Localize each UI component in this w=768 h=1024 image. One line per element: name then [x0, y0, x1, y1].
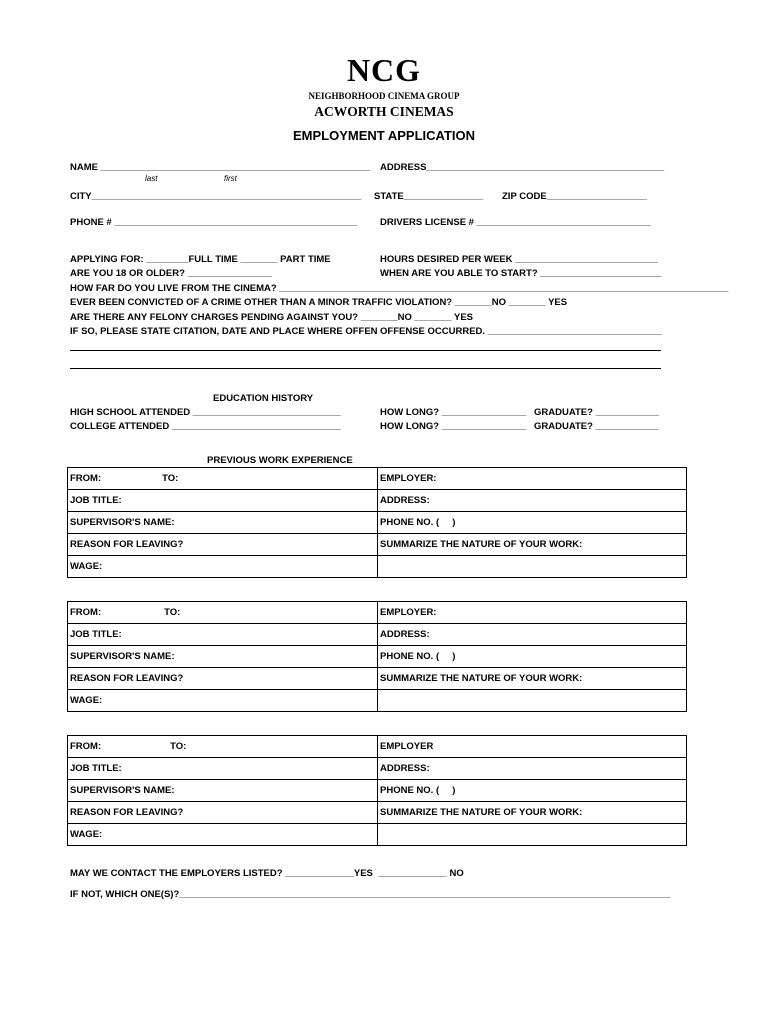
from-label: FROM:	[70, 607, 102, 618]
college-how-long-field[interactable]: HOW LONG? ________________	[380, 421, 527, 432]
from-label: FROM:	[70, 741, 102, 752]
contact-employers-field[interactable]: MAY WE CONTACT THE EMPLOYERS LISTED? _____________YES _____________ NO	[70, 868, 464, 879]
employer-cell[interactable]: EMPLOYER	[378, 736, 687, 758]
high-school-field[interactable]: HIGH SCHOOL ATTENDED ____________________________	[70, 407, 341, 418]
to-label: TO:	[162, 473, 179, 484]
citation-field[interactable]: OFFENSE OCCURRED. _________________________________	[380, 326, 663, 337]
job-title-cell[interactable]: JOB TITLE:	[68, 490, 378, 512]
work-table-2	[67, 601, 687, 712]
from-to-cell[interactable]	[68, 602, 378, 624]
company-logo: NCG	[346, 52, 422, 88]
from-to-cell[interactable]	[68, 736, 378, 758]
summarize-cell[interactable]: SUMMARIZE THE NATURE OF YOUR WORK:	[378, 802, 687, 824]
distance-field[interactable]: HOW FAR DO YOU LIVE FROM THE CINEMA? _____________________________________________________________________________________	[70, 283, 729, 294]
cinema-name: ACWORTH CINEMAS	[314, 104, 454, 119]
address-cell[interactable]: ADDRESS:	[378, 490, 687, 512]
name-first-hint: first	[224, 174, 237, 183]
hours-desired-field[interactable]: HOURS DESIRED PER WEEK ___________________________	[380, 254, 658, 265]
employer-cell[interactable]: EMPLOYER:	[378, 602, 687, 624]
reason-cell[interactable]: REASON FOR LEAVING?	[68, 802, 378, 824]
college-graduate-field[interactable]: GRADUATE? ____________	[534, 421, 659, 432]
hs-how-long-field[interactable]: HOW LONG? ________________	[380, 407, 527, 418]
which-employers-field[interactable]: IF NOT, WHICH ONE(S)?_____________________________________________________________________________________________	[70, 889, 671, 900]
from-label: FROM:	[70, 473, 102, 484]
city-field[interactable]: CITY___________________________________________________	[70, 191, 362, 202]
job-title-cell[interactable]: JOB TITLE:	[68, 758, 378, 780]
reason-cell[interactable]: REASON FOR LEAVING?	[68, 534, 378, 556]
drivers-license-field[interactable]: DRIVERS LICENSE # _________________________________	[380, 217, 651, 228]
education-heading: EDUCATION HISTORY	[213, 393, 314, 404]
to-label: TO:	[164, 607, 181, 618]
hs-graduate-field[interactable]: GRADUATE? ____________	[534, 407, 659, 418]
name-last-hint: last	[145, 174, 158, 183]
supervisor-cell[interactable]: SUPERVISOR'S NAME:	[68, 780, 378, 802]
address-cell[interactable]: ADDRESS:	[378, 624, 687, 646]
phone-cell[interactable]: PHONE NO. ( )	[378, 646, 687, 668]
blank-cell[interactable]	[378, 556, 687, 578]
supervisor-cell[interactable]: SUPERVISOR'S NAME:	[68, 512, 378, 534]
blank-cell[interactable]	[378, 824, 687, 846]
wage-cell[interactable]: WAGE:	[68, 824, 378, 846]
form-title: EMPLOYMENT APPLICATION	[293, 128, 475, 143]
summarize-cell[interactable]: SUMMARIZE THE NATURE OF YOUR WORK:	[378, 534, 687, 556]
state-field[interactable]: STATE_______________	[374, 191, 483, 202]
address-field[interactable]: ADDRESS_____________________________________________	[380, 162, 665, 173]
reason-cell[interactable]: REASON FOR LEAVING?	[68, 668, 378, 690]
blank-cell[interactable]	[378, 690, 687, 712]
phone-cell[interactable]: PHONE NO. ( )	[378, 780, 687, 802]
applying-for-field[interactable]: APPLYING FOR: ________FULL TIME _______ PART TIME	[70, 254, 331, 265]
job-title-cell[interactable]: JOB TITLE:	[68, 624, 378, 646]
from-to-cell[interactable]	[68, 468, 378, 490]
employer-cell[interactable]: EMPLOYER:	[378, 468, 687, 490]
work-table-3	[67, 735, 687, 846]
work-table-1	[67, 467, 687, 578]
work-heading: PREVIOUS WORK EXPERIENCE	[207, 455, 353, 466]
supervisor-cell[interactable]: SUPERVISOR'S NAME:	[68, 646, 378, 668]
felony-field[interactable]: ARE THERE ANY FELONY CHARGES PENDING AGAINST YOU? _______NO _______ YES	[70, 312, 473, 323]
citation-line-1[interactable]	[70, 350, 661, 351]
age-field[interactable]: ARE YOU 18 OR OLDER? ________________	[70, 268, 273, 279]
address-cell[interactable]: ADDRESS:	[378, 758, 687, 780]
phone-cell[interactable]: PHONE NO. ( )	[378, 512, 687, 534]
citation-line-2[interactable]	[70, 368, 661, 369]
college-field[interactable]: COLLEGE ATTENDED ________________________________	[70, 421, 341, 432]
wage-cell[interactable]: WAGE:	[68, 690, 378, 712]
conviction-field[interactable]: EVER BEEN CONVICTED OF A CRIME OTHER THAN A MINOR TRAFFIC VIOLATION? _______NO _______ YES	[70, 297, 568, 308]
name-field[interactable]: NAME ___________________________________________________	[70, 162, 371, 173]
summarize-cell[interactable]: SUMMARIZE THE NATURE OF YOUR WORK:	[378, 668, 687, 690]
wage-cell[interactable]: WAGE:	[68, 556, 378, 578]
zip-field[interactable]: ZIP CODE___________________	[502, 191, 648, 202]
to-label: TO:	[170, 741, 187, 752]
phone-field[interactable]: PHONE # ______________________________________________	[70, 217, 358, 228]
citation-question: IF SO, PLEASE STATE CITATION, DATE AND PLACE WHERE OFFEN	[70, 326, 378, 337]
organization-name: NEIGHBORHOOD CINEMA GROUP	[308, 91, 460, 101]
start-date-field[interactable]: WHEN ARE YOU ABLE TO START? _______________________	[380, 268, 662, 279]
